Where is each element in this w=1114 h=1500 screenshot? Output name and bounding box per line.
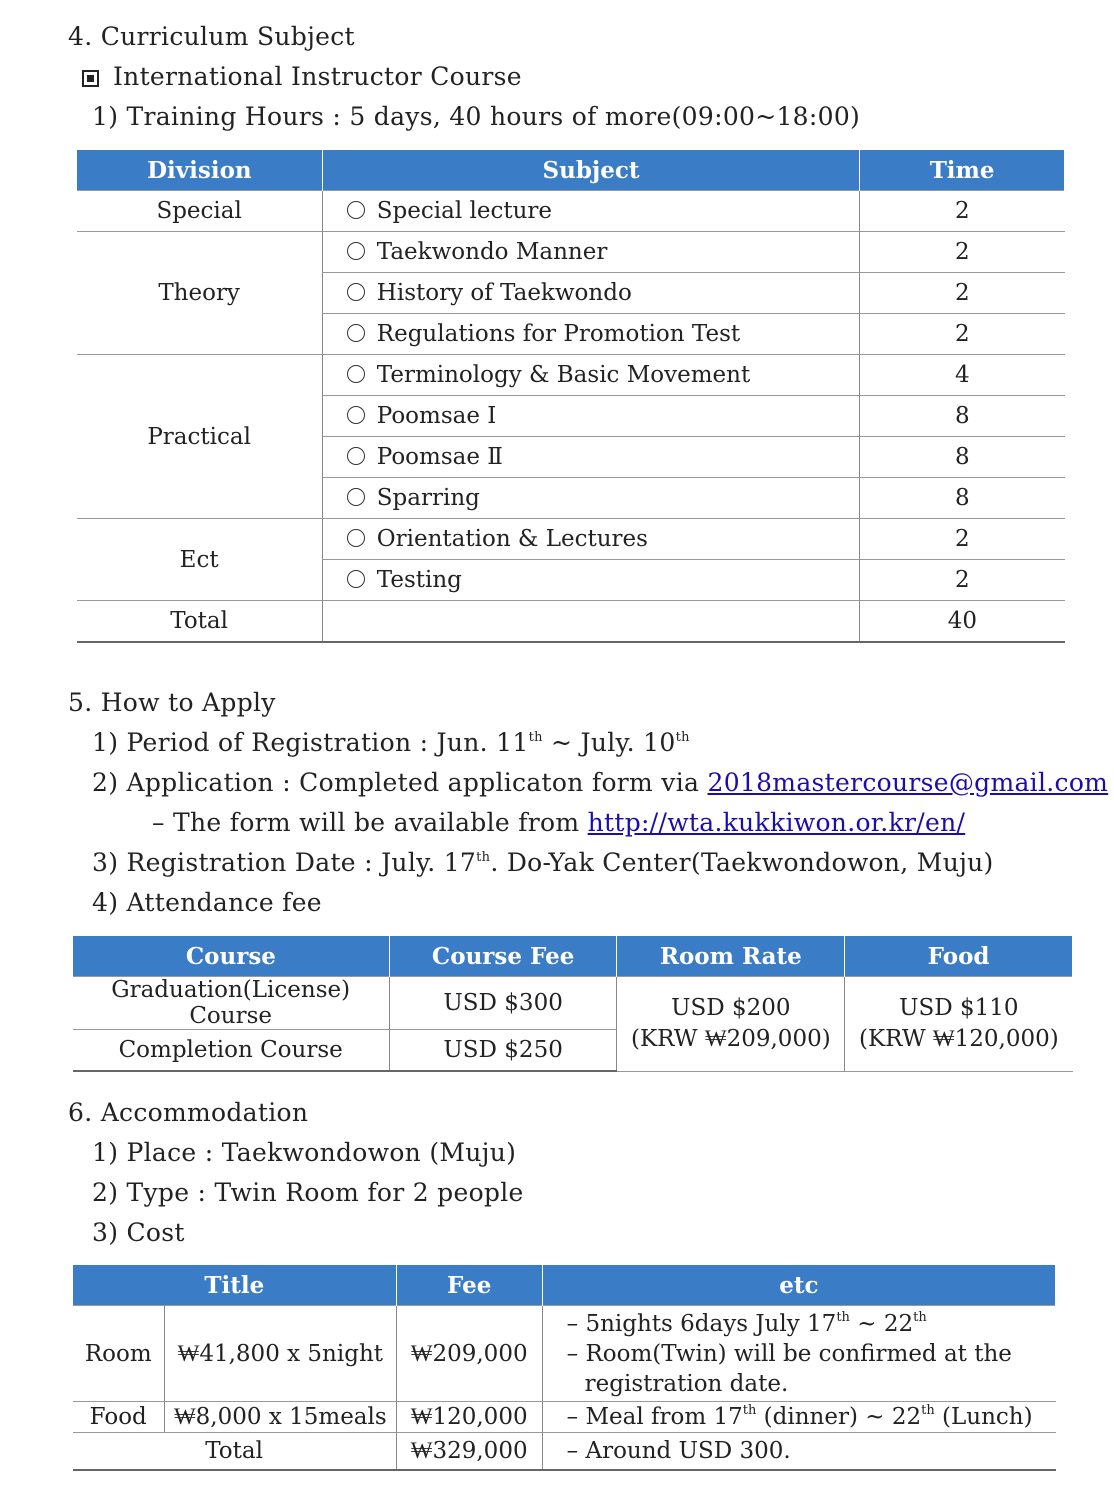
circle-bullet-icon	[347, 201, 365, 219]
circle-bullet-icon	[347, 283, 365, 301]
time-cell: 2	[860, 232, 1065, 273]
food-cell: USD $110 (KRW ₩120,000)	[845, 977, 1073, 1072]
time-cell: 2	[860, 273, 1065, 314]
course-fee: USD $300	[389, 977, 617, 1030]
room-calc: ₩41,800 x 5night	[164, 1306, 396, 1402]
subject-cell: Regulations for Promotion Test	[322, 314, 859, 355]
subject-cell: Orientation & Lectures	[322, 519, 859, 560]
header-title: Title	[73, 1265, 397, 1306]
subject-cell: Special lecture	[322, 191, 859, 232]
fee-table	[72, 936, 1073, 1072]
header-food: Food	[845, 936, 1073, 977]
time-cell: 8	[860, 478, 1065, 519]
food-title: Food	[73, 1402, 165, 1433]
place-line: 1) Place : Taekwondowon (Muju)	[92, 1138, 517, 1167]
header-fee: Fee	[396, 1265, 542, 1306]
subject-cell: Terminology & Basic Movement	[322, 355, 859, 396]
subject-cell: Poomsae Ⅱ	[322, 437, 859, 478]
circle-bullet-icon	[347, 324, 365, 342]
circle-bullet-icon	[347, 447, 365, 465]
cost-total-etc: – Around USD 300.	[542, 1433, 1055, 1471]
room-etc: – 5nights 6days July 17th ~ 22th – Room(Twin) will be confirmed at the registration date.	[542, 1306, 1055, 1402]
circle-bullet-icon	[347, 242, 365, 260]
time-cell: 8	[860, 396, 1065, 437]
registration-date: 3) Registration Date : July. 17th. Do-Yak Center(Taekwondowon, Muju)	[92, 848, 994, 877]
course-fee: USD $250	[389, 1030, 617, 1072]
header-subject: Subject	[322, 150, 859, 191]
time-cell: 2	[860, 519, 1065, 560]
time-cell: 8	[860, 437, 1065, 478]
division-cell: Ect	[77, 519, 323, 601]
header-course-fee: Course Fee	[389, 936, 617, 977]
subject-cell: Poomsae Ⅰ	[322, 396, 859, 437]
subject-cell: Taekwondo Manner	[322, 232, 859, 273]
division-cell: Theory	[77, 232, 323, 355]
table-row	[77, 232, 1065, 273]
food-calc: ₩8,000 x 15meals	[164, 1402, 396, 1433]
table-row	[73, 1306, 1056, 1402]
section-4-heading: 4. Curriculum Subject	[68, 22, 355, 51]
circle-bullet-icon	[347, 365, 365, 383]
course-name: Graduation(License) Course	[73, 977, 390, 1030]
training-hours: 1) Training Hours : 5 days, 40 hours of more(09:00~18:00)	[92, 102, 861, 131]
registration-period: 1) Period of Registration : Jun. 11th ~ July. 10th	[92, 728, 690, 757]
circle-bullet-icon	[347, 488, 365, 506]
time-cell: 2	[860, 191, 1065, 232]
subject-cell: Testing	[322, 560, 859, 601]
cost-total-label: Total	[73, 1433, 397, 1471]
table-row	[73, 1402, 1056, 1433]
division-cell: Special	[77, 191, 323, 232]
table-row	[73, 977, 1073, 1030]
table-row	[77, 519, 1065, 560]
type-line: 2) Type : Twin Room for 2 people	[92, 1178, 524, 1207]
time-cell: 2	[860, 560, 1065, 601]
subject-cell: Sparring	[322, 478, 859, 519]
header-course: Course	[73, 936, 390, 977]
room-title: Room	[73, 1306, 165, 1402]
cost-total-fee: ₩329,000	[396, 1433, 542, 1471]
table-row	[77, 355, 1065, 396]
cost-label: 3) Cost	[92, 1218, 185, 1247]
filled-square-icon	[82, 70, 99, 87]
curriculum-table	[76, 150, 1065, 643]
header-etc: etc	[542, 1265, 1055, 1306]
food-etc: – Meal from 17th (dinner) ~ 22th (Lunch)	[542, 1402, 1055, 1433]
table-row	[77, 191, 1065, 232]
subject-cell: History of Taekwondo	[322, 273, 859, 314]
cost-table	[72, 1265, 1056, 1471]
total-row	[77, 601, 1065, 643]
total-time: 40	[860, 601, 1065, 643]
circle-bullet-icon	[347, 406, 365, 424]
circle-bullet-icon	[347, 570, 365, 588]
circle-bullet-icon	[347, 529, 365, 547]
division-cell: Practical	[77, 355, 323, 519]
total-subject-empty	[322, 601, 859, 643]
header-time: Time	[860, 150, 1065, 191]
course-title: International Instructor Course	[82, 62, 522, 91]
application-line: 2) Application : Completed applicaton form via 2018mastercourse@gmail.com	[92, 768, 1109, 797]
room-rate-cell: USD $200 (KRW ₩209,000)	[617, 977, 845, 1072]
email-link[interactable]: 2018mastercourse@gmail.com	[707, 768, 1109, 797]
time-cell: 4	[860, 355, 1065, 396]
form-availability: – The form will be available from http://wta.kukkiwon.or.kr/en/	[152, 808, 966, 837]
total-label: Total	[77, 601, 323, 643]
header-room-rate: Room Rate	[617, 936, 845, 977]
time-cell: 2	[860, 314, 1065, 355]
header-division: Division	[77, 150, 323, 191]
attendance-fee-label: 4) Attendance fee	[92, 888, 322, 917]
website-link[interactable]: http://wta.kukkiwon.or.kr/en/	[587, 808, 966, 837]
section-5-heading: 5. How to Apply	[68, 688, 276, 717]
total-row	[73, 1433, 1056, 1471]
course-name: Completion Course	[73, 1030, 390, 1072]
section-6-heading: 6. Accommodation	[68, 1098, 309, 1127]
room-fee: ₩209,000	[396, 1306, 542, 1402]
food-fee: ₩120,000	[396, 1402, 542, 1433]
